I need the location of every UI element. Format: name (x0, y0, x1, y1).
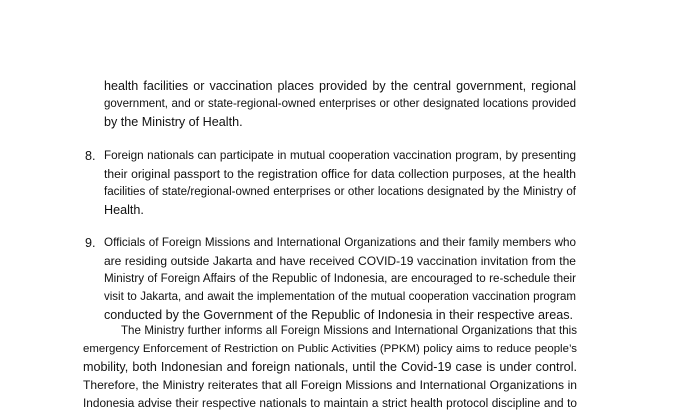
continuation-line-1: health facilities or vaccination places provided by the central government, regional (104, 79, 576, 93)
paragraph-line-3: mobility, both Indonesian and foreign nationals, until the Covid-19 case is under control. (83, 360, 577, 374)
paragraph-line-5: Indonesia advise their respective nationals to maintain a strict health protocol discipline and to (83, 396, 577, 410)
item-8-line-4: Health. (104, 203, 144, 217)
item-9-line-1: Officials of Foreign Missions and International Organizations and their family members who (104, 236, 576, 249)
item-8-line-1: Foreign nationals can participate in mutual cooperation vaccination program, by presenting (104, 149, 576, 162)
paragraph-line-2: emergency Enforcement of Restriction on Public Activities (PPKM) policy aims to reduce people’s (83, 343, 577, 355)
item-9-line-5: conducted by the Government of the Republic of Indonesia in their respective areas. (104, 308, 574, 322)
paragraph-line-4: Therefore, the Ministry reiterates that all Foreign Missions and International Organizations in (83, 378, 577, 392)
continuation-line-2: government, and or state-regional-owned enterprises or other designated locations provided (104, 98, 576, 110)
item-9-line-3: Ministry of Foreign Affairs of the Republic of Indonesia, are encouraged to re-schedule their (104, 272, 576, 285)
item-8-line-3: facilities of state/regional-owned enterprises or other locations designated by the Ministry of (104, 185, 576, 198)
item-8-line-2: their original passport to the registration office for data collection purposes, at the health (104, 167, 576, 181)
continuation-line-3: by the Ministry of Health. (104, 115, 243, 129)
item-8-number: 8. (85, 149, 96, 163)
paragraph-line-1: The Ministry further informs all Foreign Missions and International Organizations that this (121, 325, 577, 337)
item-9-line-2: are residing outside Jakarta and have received COVID-19 vaccination invitation from the (104, 254, 576, 268)
item-9-number: 9. (85, 236, 96, 250)
item-9-line-4: visit to Jakarta, and await the implementation of the mutual cooperation vaccination program (104, 291, 576, 303)
